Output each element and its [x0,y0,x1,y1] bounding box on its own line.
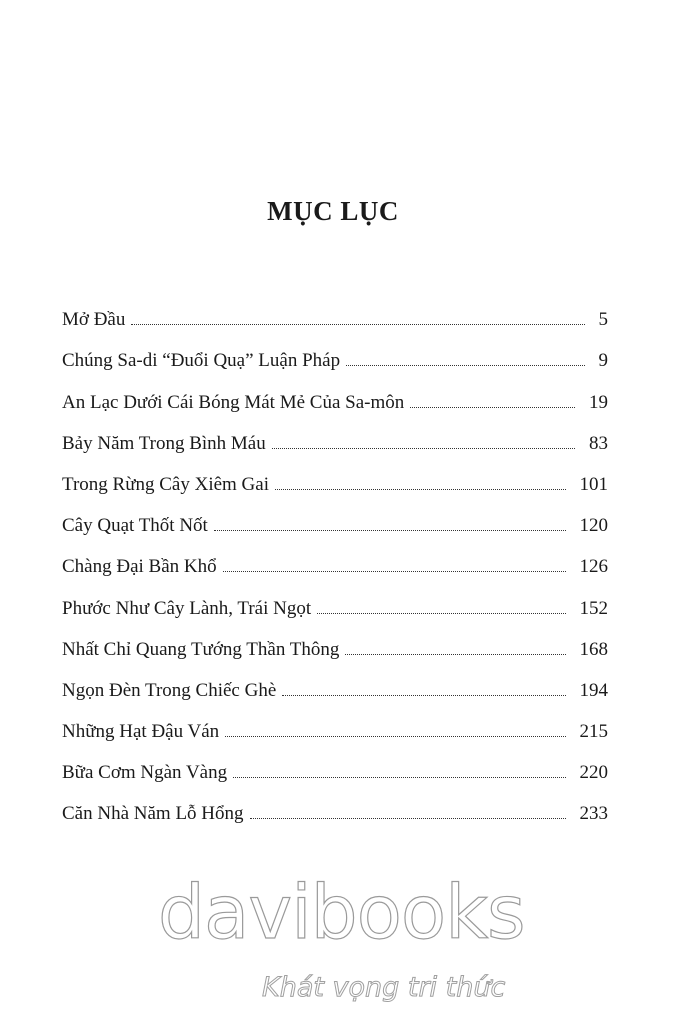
toc-dot-leader [250,818,566,819]
toc-dot-leader [214,530,566,531]
toc-entry [62,700,608,741]
toc-entry-page-number: 215 [579,721,608,743]
toc-entry [62,741,608,782]
toc-entry-page-number: 168 [579,638,608,660]
toc-entry-page-number: 101 [579,473,608,495]
toc-entry-title: Cây Quạt Thốt Nốt [62,515,208,537]
toc-entry-title: An Lạc Dưới Cái Bóng Mát Mẻ Của Sa-môn [62,391,405,413]
toc-dot-leader [272,448,575,449]
toc-entry-page-number: 9 [598,350,608,372]
toc-entry [62,618,608,659]
watermark-brand-name: davibooks [158,870,525,956]
toc-dot-leader [410,407,575,408]
toc-dot-leader [223,571,566,572]
toc-dot-leader [282,695,565,696]
toc-entry [62,782,608,823]
toc-entry-page-number: 83 [589,432,608,454]
toc-entry-title: Chàng Đại Bần Khổ [62,556,217,578]
toc-entry-title: Bữa Cơm Ngàn Vàng [62,762,228,784]
toc-dot-leader [275,489,566,490]
toc-entry [62,288,608,329]
toc-entry [62,412,608,453]
toc-entry-title: Ngọn Đèn Trong Chiếc Ghè [62,679,277,701]
toc-dot-leader [317,613,565,614]
toc-dot-leader [233,777,565,778]
toc-entry-page-number: 5 [598,309,608,331]
toc-entry [62,659,608,700]
toc-entry-title: Nhất Chỉ Quang Tướng Thần Thông [62,638,340,660]
toc-entry-page-number: 126 [579,556,608,578]
toc-entry-page-number: 194 [579,679,608,701]
toc-entry-page-number: 220 [579,762,608,784]
toc-dot-leader [345,654,565,655]
toc-dot-leader [225,736,565,737]
toc-entry-title: Phước Như Cây Lành, Trái Ngọt [62,597,312,619]
toc-entry [62,329,608,370]
toc-entry [62,494,608,535]
toc-entry-page-number: 233 [579,803,608,825]
toc-entry-page-number: 120 [579,515,608,537]
table-of-contents [62,288,608,823]
toc-entry-page-number: 152 [579,597,608,619]
toc-dot-leader [131,324,584,325]
toc-entry-title: Căn Nhà Năm Lỗ Hổng [62,803,244,825]
toc-entry-title: Những Hạt Đậu Ván [62,721,220,743]
toc-entry-title: Bảy Năm Trong Bình Máu [62,432,266,454]
toc-entry [62,453,608,494]
toc-entry [62,576,608,617]
toc-entry [62,535,608,576]
watermark-slogan: Khát vọng tri thức [262,972,506,1003]
toc-entry-page-number: 19 [589,391,608,413]
toc-entry-title: Mở Đầu [62,309,126,331]
toc-entry-title: Trong Rừng Cây Xiêm Gai [62,473,269,495]
toc-entry [62,370,608,411]
page-title: MỤC LỤC [267,196,399,226]
toc-dot-leader [346,365,584,366]
toc-entry-title: Chúng Sa-di “Đuổi Quạ” Luận Pháp [62,350,341,372]
